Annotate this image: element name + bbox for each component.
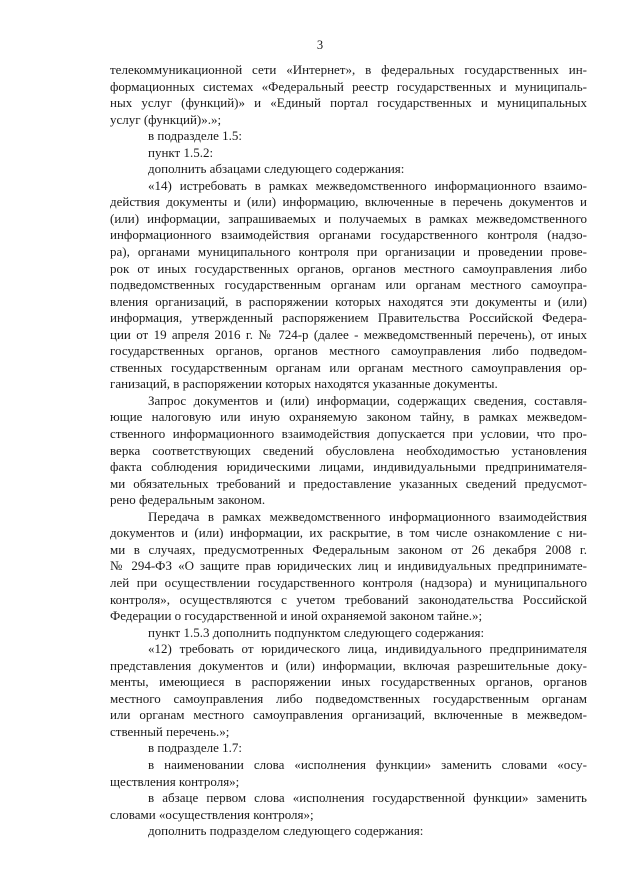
text-line: или органам местного самоуправления организаций, включенные в межведом-	[110, 707, 587, 723]
text-line: ми обязательных требований и предоставление указанных сведений предусмот-	[110, 475, 587, 491]
text-line: ющие налоговую или иную охраняемую законом тайну, в рамках межведом-	[110, 409, 587, 425]
text-line: № 294-ФЗ «О защите прав юридических лиц и индивидуальных предпринимате-	[110, 558, 587, 574]
text-line: дополнить абзацами следующего содержания:	[148, 161, 405, 177]
text-line: Федерации о государственной и иной охраняемой законом тайне.»;	[110, 608, 483, 624]
text-line: информационного взаимодействия органами государственного контроля (надзо-	[110, 227, 587, 243]
text-line: в наименовании слова «исполнения функции» заменить словами «осу-	[148, 756, 587, 772]
text-line: представления документов и (или) информации, включая разрешительные доку-	[110, 657, 587, 673]
text-line: рок от иных государственных органов, органов местного самоуправления либо	[110, 260, 587, 276]
text-line: телекоммуникационной сети «Интернет», в федеральных государственных ин-	[110, 62, 587, 77]
text-line: дополнить подразделом следующего содержания:	[148, 823, 424, 839]
text-line: вления организаций, в распоряжении которых находятся эти документы и (или)	[110, 293, 587, 309]
text-line: местного самоуправления либо подведомственных государственным органам	[110, 690, 587, 706]
text-line: ми в случаях, предусмотренных Федеральным законом от 26 декабря 2008 г.	[110, 541, 587, 557]
text-line: факта соблюдения юридическими лицами, индивидуальными предпринимателя-	[110, 459, 587, 475]
text-line: «12) требовать от юридического лица, индивидуального предпринимателя	[148, 641, 587, 657]
text-line: Передача в рамках межведомственного информационного взаимодействия	[148, 508, 587, 524]
text-line: менты, имеющиеся в распоряжении иных государственных органов, органов	[110, 674, 587, 690]
text-line: рено федеральным законом.	[110, 492, 266, 508]
text-line: услуг (функций)».»;	[110, 111, 222, 127]
text-line: верка соответствующих сведений обусловлена необходимостью установления	[110, 442, 587, 458]
text-line: ных услуг (функций)» и «Единый портал государственных и муниципальных	[110, 95, 587, 111]
text-line: в подразделе 1.7:	[148, 740, 243, 756]
text-line: в подразделе 1.5:	[148, 128, 243, 144]
text-line: формационных системах «Федеральный реестр государственных и муниципаль-	[110, 78, 587, 94]
text-line: в абзаце первом слова «исполнения государственной функции» заменить	[148, 790, 587, 806]
text-line: действия документы и (или) информацию, включенные в перечень документов и	[110, 194, 587, 210]
text-line: ганизаций, в распоряжении которых находятся указанные документы.	[110, 376, 498, 392]
text-line: «14) истребовать в рамках межведомственного информационного взаимо-	[148, 177, 587, 193]
text-line: контроля», осуществляются с учетом требований законодательства Российской	[110, 591, 587, 607]
text-line: лей при осуществлении государственного контроля (надзора) и муниципального	[110, 574, 587, 590]
text-line: ции от 19 апреля 2016 г. № 724-р (далее - межведомственный перечень), от иных	[110, 326, 587, 342]
text-line: ществления контроля»;	[110, 773, 240, 789]
text-line: ственного информационного взаимодействия допускается при условии, что про-	[110, 426, 587, 442]
page-number: 3	[316, 38, 324, 52]
text-line: документов и (или) информации, их раскрытие, в том числе ознакомление с ни-	[110, 525, 587, 541]
text-line: подведомственных государственным органам или органам местного самоупра-	[110, 277, 587, 293]
text-line: информация, утвержденный распоряжением Правительства Российской Федера-	[110, 310, 587, 326]
text-line: ственный перечень.»;	[110, 723, 230, 739]
text-line: пункт 1.5.2:	[148, 144, 214, 160]
body-text	[110, 62, 587, 840]
text-line: (или) информации, запрашиваемых и получаемых в рамках межведомственного	[110, 210, 587, 226]
text-line: Запрос документов и (или) информации, содержащих сведения, составля-	[148, 392, 587, 408]
text-line: словами «осуществления контроля»;	[110, 806, 314, 822]
text-line: ственных государственным органам или органам местного самоуправления ор-	[110, 359, 587, 375]
text-line: государственных органов, органов местного самоуправления либо подведом-	[110, 343, 587, 359]
text-line: пункт 1.5.3 дополнить подпунктом следующего содержания:	[148, 624, 485, 640]
text-line: ра), органами муниципального контроля при организации и проведении прове-	[110, 244, 587, 260]
